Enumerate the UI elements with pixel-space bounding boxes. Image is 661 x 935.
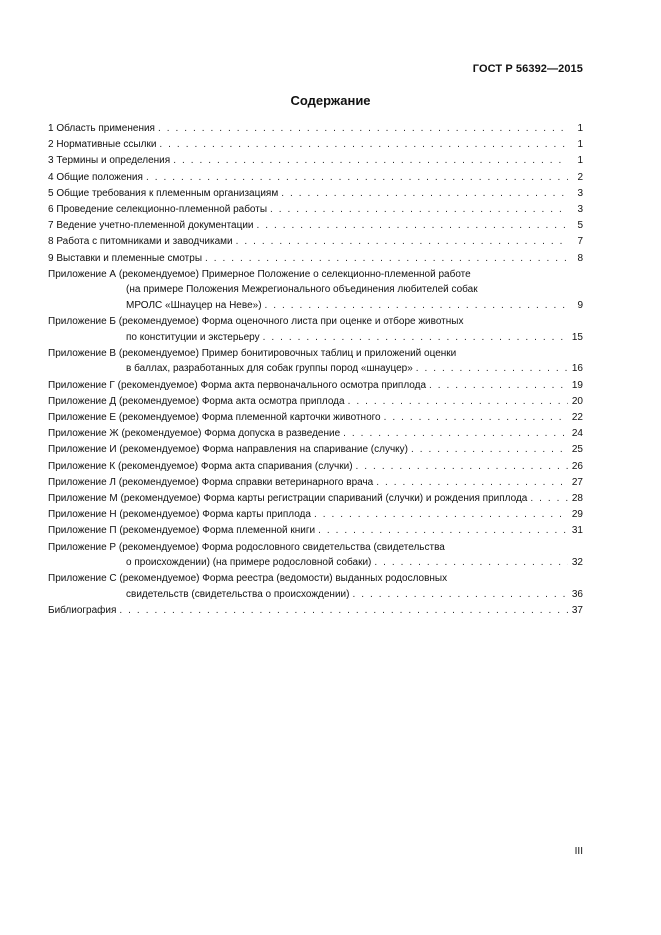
- toc-entry-page: 16: [571, 363, 583, 375]
- toc-entry-line: [48, 394, 583, 410]
- toc-entry-page: 26: [571, 460, 583, 472]
- toc-entry-title: Приложение Д (рекомендуемое) Форма акта осмотра приплода: [48, 395, 345, 407]
- toc-entry-line: [48, 378, 583, 394]
- toc-entry-title: свидетельств (свидетельства о происхождении): [126, 588, 350, 600]
- toc-entry-page: 36: [571, 588, 583, 600]
- toc-entry[interactable]: [48, 186, 583, 202]
- toc-entry-title: Библиография: [48, 605, 117, 617]
- toc-entry[interactable]: [48, 378, 583, 394]
- dot-leader: [236, 234, 568, 250]
- toc-entry[interactable]: [48, 507, 583, 523]
- dot-leader: [263, 330, 568, 346]
- toc-entry-title: Приложение С (рекомендуемое) Форма реестра (ведомости) выданных родословных: [48, 573, 448, 585]
- toc-entry-line: [48, 202, 583, 218]
- dot-leader: [416, 361, 568, 377]
- dot-leader: [119, 603, 568, 619]
- dot-leader: [159, 137, 568, 153]
- toc-entry-line: [48, 251, 583, 267]
- dot-leader: [530, 491, 568, 507]
- toc-entry[interactable]: [48, 540, 583, 571]
- toc-entry-page: 7: [577, 236, 583, 248]
- toc-entry-line: [48, 137, 583, 153]
- toc-entry-title: 2 Нормативные ссылки: [48, 139, 157, 151]
- toc-entry[interactable]: [48, 346, 583, 377]
- toc-entry-title: 3 Термины и определения: [48, 155, 171, 167]
- dot-leader: [281, 186, 568, 202]
- toc-entry[interactable]: [48, 394, 583, 410]
- toc-entry[interactable]: [48, 234, 583, 250]
- toc-entry-title: по конституции и экстерьеру: [126, 331, 260, 343]
- toc-entry[interactable]: [48, 121, 583, 137]
- dot-leader: [270, 202, 568, 218]
- toc-entry[interactable]: [48, 410, 583, 426]
- toc-entry[interactable]: [48, 170, 583, 186]
- toc-entry-line: [48, 361, 583, 377]
- toc-entry-title: 4 Общие положения: [48, 171, 143, 183]
- toc-entry-title: Приложение Н (рекомендуемое) Форма карты приплода: [48, 509, 311, 521]
- toc-entry-title: 7 Ведение учетно-племенной документации: [48, 220, 254, 232]
- dot-leader: [376, 475, 568, 491]
- toc-entry-line: [48, 121, 583, 137]
- toc-entry-page: 32: [571, 557, 583, 569]
- toc-entry-page: 1: [577, 155, 583, 167]
- toc-entry-page: 27: [571, 476, 583, 488]
- toc-entry-title: Приложение Г (рекомендуемое) Форма акта первоначального осмотра приплода: [48, 379, 427, 391]
- toc-entry-title: (на примере Положения Межрегионального объединения любителей собак: [126, 284, 478, 296]
- toc-entry-title: Приложение К (рекомендуемое) Форма акта спаривания (случки): [48, 460, 353, 472]
- toc-entry-line: [48, 234, 583, 250]
- toc-entry-line: [48, 523, 583, 539]
- toc-entry-title: Приложение Л (рекомендуемое) Форма справки ветеринарного врача: [48, 476, 374, 488]
- toc-entry-line: [48, 475, 583, 491]
- toc-entry-title: 9 Выставки и племенные смотры: [48, 252, 203, 264]
- toc-entry-page: 3: [577, 187, 583, 199]
- dot-leader: [384, 410, 568, 426]
- toc-entry-line: [48, 298, 583, 314]
- dot-leader: [257, 218, 568, 234]
- dot-leader: [265, 298, 568, 314]
- document-code: ГОСТ Р 56392—2015: [472, 63, 583, 75]
- table-of-contents: [48, 121, 583, 619]
- toc-entry-title: 1 Область применения: [48, 123, 155, 134]
- toc-entry[interactable]: [48, 267, 583, 314]
- toc-entry-line: [48, 603, 583, 619]
- toc-entry-title: Приложение Р (рекомендуемое) Форма родословного свидетельства (свидетельства: [48, 541, 445, 553]
- toc-entry-page: 3: [577, 203, 583, 215]
- toc-entry-title: о происхождении) (на примере родословной собаки): [126, 557, 372, 569]
- toc-entry-page: 1: [577, 139, 583, 151]
- toc-entry-line: [48, 170, 583, 186]
- toc-entry-page: 1: [577, 123, 583, 134]
- toc-entry-line: [48, 555, 583, 571]
- page-number: III: [574, 846, 583, 857]
- dot-leader: [318, 523, 568, 539]
- toc-entry-page: 31: [571, 525, 583, 537]
- toc-entry-line: [48, 587, 583, 603]
- toc-entry[interactable]: [48, 202, 583, 218]
- dot-leader: [146, 170, 568, 186]
- toc-entry-page: 2: [577, 171, 583, 183]
- dot-leader: [173, 153, 568, 169]
- toc-entry[interactable]: [48, 491, 583, 507]
- toc-entry-page: 25: [571, 444, 583, 456]
- toc-entry[interactable]: [48, 426, 583, 442]
- dot-leader: [314, 507, 568, 523]
- toc-entry-title: 5 Общие требования к племенным организациям: [48, 187, 279, 199]
- toc-entry[interactable]: [48, 442, 583, 458]
- toc-entry-line: [48, 459, 583, 475]
- toc-entry-title: Приложение В (рекомендуемое) Пример бонитировочных таблиц и приложений оценки: [48, 347, 457, 359]
- toc-entry-line: [48, 330, 583, 346]
- toc-entry-title: Приложение М (рекомендуемое) Форма карты регистрации спариваний (случки) и рождения приплода: [48, 492, 528, 504]
- toc-entry-title: Приложение Ж (рекомендуемое) Форма допуска в разведение: [48, 428, 341, 440]
- toc-entry-page: 8: [577, 252, 583, 264]
- toc-entry-line: [48, 507, 583, 523]
- toc-entry[interactable]: [48, 218, 583, 234]
- toc-entry-line: [48, 186, 583, 202]
- dot-leader: [205, 251, 568, 267]
- toc-entry-title: в баллах, разработанных для собак группы пород «шнауцер»: [126, 363, 413, 375]
- toc-entry-title: Приложение И (рекомендуемое) Форма направления на спаривание (случку): [48, 444, 408, 456]
- toc-entry[interactable]: [48, 251, 583, 267]
- toc-entry[interactable]: [48, 603, 583, 619]
- dot-leader: [352, 587, 568, 603]
- toc-entry-line: [48, 442, 583, 458]
- toc-entry-line: [48, 218, 583, 234]
- toc-title: Содержание: [290, 93, 371, 108]
- toc-entry-page: 19: [571, 379, 583, 391]
- dot-leader: [374, 555, 568, 571]
- toc-entry-line: [48, 153, 583, 169]
- toc-entry-line: [48, 410, 583, 426]
- toc-entry[interactable]: [48, 459, 583, 475]
- toc-entry-page: 22: [571, 412, 583, 423]
- dot-leader: [348, 394, 568, 410]
- toc-entry[interactable]: [48, 571, 583, 602]
- toc-entry-page: 15: [571, 331, 583, 343]
- toc-entry-page: 20: [571, 395, 583, 407]
- toc-entry-title: МРОЛС «Шнауцер на Неве»): [126, 299, 262, 311]
- toc-entry-title: 8 Работа с питомниками и заводчиками: [48, 236, 233, 248]
- toc-entry-title: 6 Проведение селекционно-племенной работы: [48, 203, 268, 215]
- toc-entry[interactable]: [48, 137, 583, 153]
- toc-entry[interactable]: [48, 314, 583, 345]
- toc-entry-page: 29: [571, 509, 583, 521]
- dot-leader: [158, 121, 568, 137]
- toc-entry-page: 9: [577, 299, 583, 311]
- toc-entry-title: Приложение А (рекомендуемое) Примерное Положение о селекционно-племенной работе: [48, 268, 471, 280]
- toc-entry-page: 5: [577, 220, 583, 232]
- toc-entry-page: 28: [571, 492, 583, 504]
- dot-leader: [356, 459, 568, 475]
- toc-entry[interactable]: [48, 475, 583, 491]
- dot-leader: [429, 378, 568, 394]
- dot-leader: [343, 426, 568, 442]
- toc-entry-title: Приложение Б (рекомендуемое) Форма оценочного листа при оценке и отборе животных: [48, 316, 464, 328]
- toc-entry-title: Приложение П (рекомендуемое) Форма племенной книги: [48, 525, 316, 537]
- toc-entry[interactable]: [48, 153, 583, 169]
- toc-entry-page: 37: [571, 605, 583, 617]
- toc-entry-line: [48, 491, 583, 507]
- toc-entry-title: Приложение Е (рекомендуемое) Форма племенной карточки животного: [48, 412, 381, 423]
- toc-entry-line: [48, 426, 583, 442]
- dot-leader: [411, 442, 568, 458]
- toc-entry[interactable]: [48, 523, 583, 539]
- toc-entry-page: 24: [571, 428, 583, 440]
